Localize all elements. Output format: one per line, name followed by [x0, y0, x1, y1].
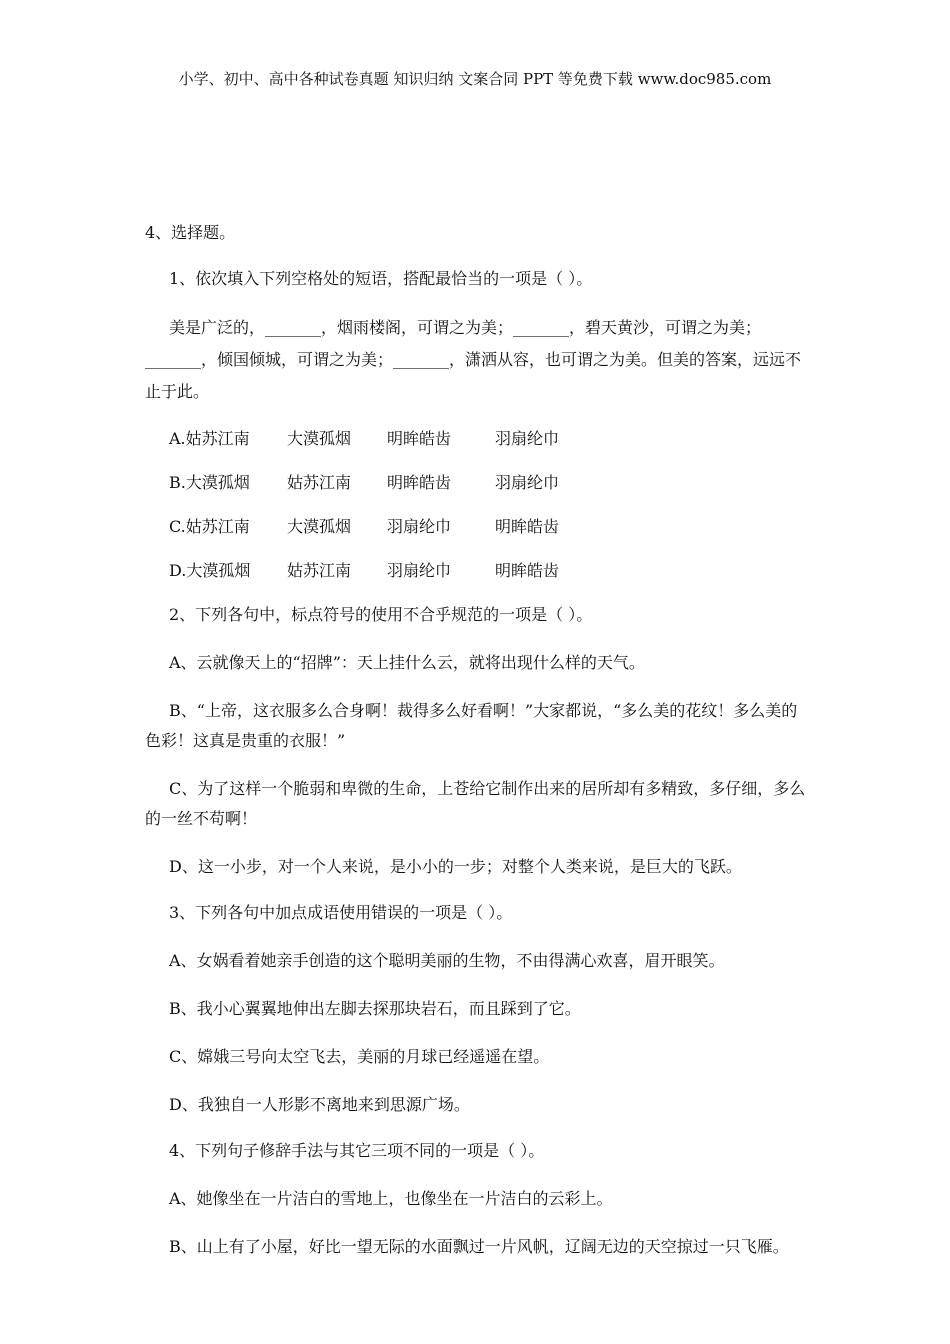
- option-cell: B.大漠孤烟: [169, 473, 250, 492]
- option-cell: 大漠孤烟: [287, 517, 352, 536]
- option-cell: 姑苏江南: [287, 473, 352, 492]
- question-2-choice-b: B、“上帝，这衣服多么合身啊！裁得多么好看啊！”大家都说，“多么美的花纹！多么美的色彩！这真是贵重的衣服！”: [145, 701, 798, 750]
- question-1-option-c: [169, 514, 810, 540]
- question-3-choice-a: A、女娲看着她亲手创造的这个聪明美丽的生物，不由得满心欢喜，眉开眼笑。: [169, 951, 725, 970]
- option-cell: 羽扇纶巾: [495, 473, 560, 492]
- option-cell: 明眸皓齿: [495, 561, 560, 580]
- question-2-stem: 2、下列各句中，标点符号的使用不合乎规范的一项是（ ）。: [169, 605, 593, 624]
- question-2-choice-c: C、为了这样一个脆弱和卑微的生命，上苍给它制作出来的居所却有多精致，多仔细，多么的一丝不苟啊！: [145, 779, 806, 828]
- question-4-stem: 4、下列句子修辞手法与其它三项不同的一项是（ ）。: [169, 1141, 545, 1160]
- question-3-choice-d: D、我独自一人形影不离地来到思源广场。: [169, 1095, 470, 1114]
- question-4-choice-b: B、山上有了小屋，好比一望无际的水面飘过一片风帆，辽阔无边的天空掠过一只飞雁。: [169, 1237, 789, 1256]
- option-cell: 羽扇纶巾: [387, 517, 452, 536]
- question-2-choice-d: D、这一小步，对一个人来说，是小小的一步；对整个人类来说，是巨大的飞跃。: [169, 857, 742, 876]
- document-body: [145, 220, 810, 1280]
- section-title: 4、选择题。: [145, 223, 236, 242]
- option-cell: 明眸皓齿: [495, 517, 560, 536]
- option-cell: 羽扇纶巾: [387, 561, 452, 580]
- option-cell: A.姑苏江南: [169, 429, 250, 448]
- option-cell: 明眸皓齿: [387, 473, 452, 492]
- question-1-option-a: [169, 426, 810, 452]
- question-1-option-d: [169, 558, 810, 584]
- option-cell: 大漠孤烟: [287, 429, 352, 448]
- question-3-stem: 3、下列各句中加点成语使用错误的一项是（ ）。: [169, 903, 513, 922]
- question-3-choice-c: C、嫦娥三号向太空飞去，美丽的月球已经遥遥在望。: [169, 1047, 550, 1066]
- question-1-stem: 1、依次填入下列空格处的短语，搭配最恰当的一项是（ ）。: [169, 269, 593, 288]
- question-1-option-b: [169, 470, 810, 496]
- option-cell: 姑苏江南: [287, 561, 352, 580]
- option-cell: D.大漠孤烟: [169, 561, 251, 580]
- question-4-choice-a: A、她像坐在一片洁白的雪地上，也像坐在一片洁白的云彩上。: [169, 1189, 613, 1208]
- page-header: 小学、初中、高中各种试卷真题 知识归纳 文案合同 PPT 等免费下载 www.doc985.com: [178, 70, 772, 88]
- option-cell: C.姑苏江南: [169, 517, 250, 536]
- option-cell: 明眸皓齿: [387, 429, 452, 448]
- question-3-choice-b: B、我小心翼翼地伸出左脚去探那块岩石，而且踩到了它。: [169, 999, 581, 1018]
- question-2-choice-a: A、云就像天上的“招牌”：天上挂什么云，就将出现什么样的天气。: [169, 653, 645, 672]
- option-cell: 羽扇纶巾: [495, 429, 560, 448]
- question-1-passage: 美是广泛的，_______，烟雨楼阁，可谓之为美；_______，碧天黄沙，可谓之为美；_______，倾国倾城，可谓之为美；_______，潇洒从容，也可谓之为美。但美的答案，远远不止于此。: [145, 318, 802, 401]
